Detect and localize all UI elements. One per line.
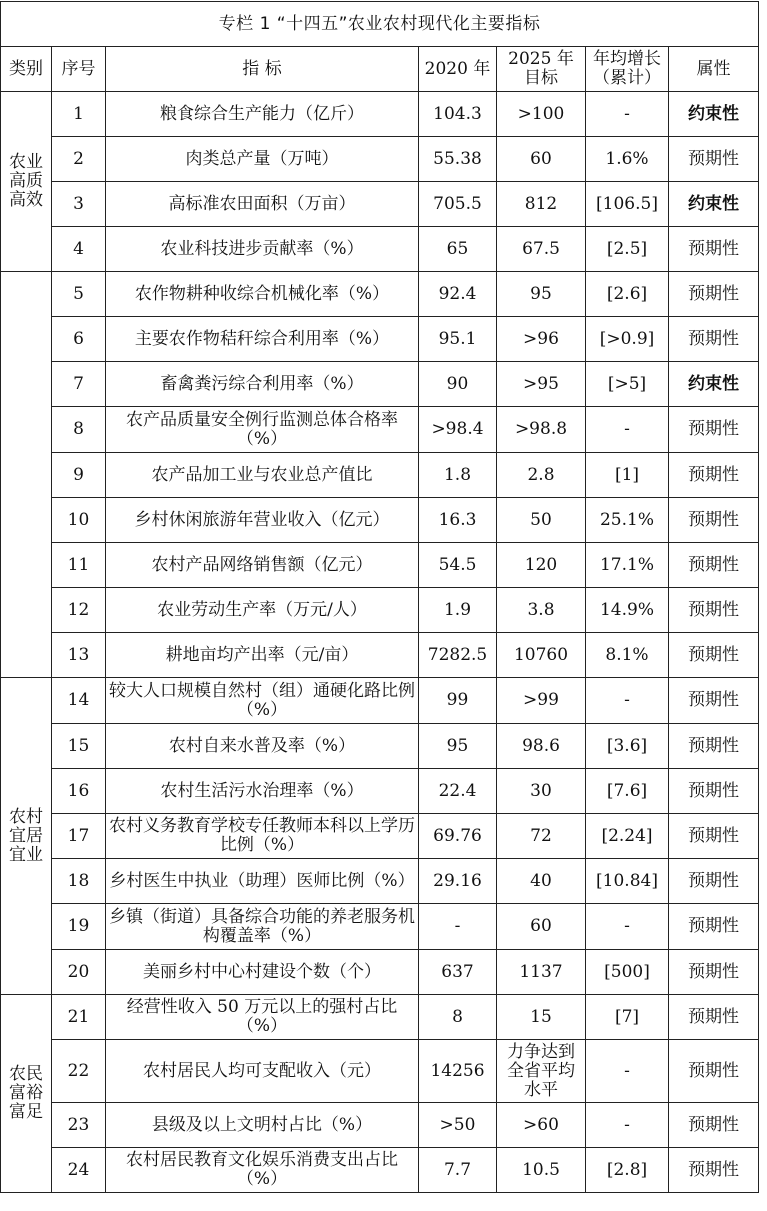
- value-2025-cell: 72: [497, 814, 586, 859]
- category-cell: 农村 宜居 宜业: [1, 678, 52, 995]
- table-row: [1, 92, 759, 137]
- table-row: [1, 995, 759, 1040]
- seq-cell: 23: [52, 1103, 106, 1148]
- growth-cell: 14.9%: [586, 588, 669, 633]
- header-2025-target: 2025 年 目标: [497, 47, 586, 92]
- seq-cell: 12: [52, 588, 106, 633]
- indicator-cell: 农村居民教育文化娱乐消费支出占比（%）: [106, 1148, 419, 1193]
- indicator-cell: 农村产品网络销售额（亿元）: [106, 543, 419, 588]
- value-2025-cell: >98.8: [497, 407, 586, 453]
- value-2020-cell: 90: [419, 362, 497, 407]
- value-2025-cell: 10760: [497, 633, 586, 678]
- growth-cell: [2.8]: [586, 1148, 669, 1193]
- category-cell: 农业 高质 高效: [1, 92, 52, 272]
- seq-cell: 10: [52, 498, 106, 543]
- indicator-cell: 耕地亩均产出率（元/亩）: [106, 633, 419, 678]
- header-growth: 年均增长 （累计）: [586, 47, 669, 92]
- value-2025-cell: 15: [497, 995, 586, 1040]
- attribute-cell: 约束性: [669, 362, 759, 407]
- header-indicator: 指 标: [106, 47, 419, 92]
- value-2025-cell: 10.5: [497, 1148, 586, 1193]
- growth-cell: -: [586, 904, 669, 950]
- attribute-cell: 预期性: [669, 407, 759, 453]
- indicator-table: [0, 1, 759, 1193]
- growth-cell: [1]: [586, 453, 669, 498]
- indicator-cell: 肉类总产量（万吨）: [106, 137, 419, 182]
- attribute-cell: 预期性: [669, 588, 759, 633]
- table-row: [1, 137, 759, 182]
- table-row: [1, 814, 759, 859]
- attribute-cell: 预期性: [669, 678, 759, 724]
- attribute-cell: 预期性: [669, 1103, 759, 1148]
- table-row: [1, 633, 759, 678]
- growth-cell: [106.5]: [586, 182, 669, 227]
- attribute-cell: 预期性: [669, 633, 759, 678]
- value-2020-cell: 14256: [419, 1040, 497, 1103]
- value-2020-cell: 29.16: [419, 859, 497, 904]
- indicator-cell: 农产品质量安全例行监测总体合格率（%）: [106, 407, 419, 453]
- growth-cell: [2.5]: [586, 227, 669, 272]
- seq-cell: 18: [52, 859, 106, 904]
- attribute-cell: 预期性: [669, 453, 759, 498]
- attribute-cell: 约束性: [669, 92, 759, 137]
- attribute-cell: 预期性: [669, 272, 759, 317]
- header-seq: 序号: [52, 47, 106, 92]
- header-row: [1, 47, 759, 92]
- table-row: [1, 1148, 759, 1193]
- table-title: 专栏 1 “十四五”农业农村现代化主要指标: [1, 2, 759, 47]
- seq-cell: 24: [52, 1148, 106, 1193]
- growth-cell: [>0.9]: [586, 317, 669, 362]
- table-row: [1, 904, 759, 950]
- table-row: [1, 678, 759, 724]
- value-2020-cell: 104.3: [419, 92, 497, 137]
- growth-cell: [7.6]: [586, 769, 669, 814]
- indicator-cell: 农业科技进步贡献率（%）: [106, 227, 419, 272]
- title-row: [1, 2, 759, 47]
- value-2020-cell: 7.7: [419, 1148, 497, 1193]
- indicator-cell: 县级及以上文明村占比（%）: [106, 1103, 419, 1148]
- value-2020-cell: 99: [419, 678, 497, 724]
- seq-cell: 16: [52, 769, 106, 814]
- indicator-cell: 高标准农田面积（万亩）: [106, 182, 419, 227]
- value-2020-cell: 8: [419, 995, 497, 1040]
- indicator-cell: 畜禽粪污综合利用率（%）: [106, 362, 419, 407]
- table-row: [1, 182, 759, 227]
- indicator-cell: 农村自来水普及率（%）: [106, 724, 419, 769]
- attribute-cell: 预期性: [669, 227, 759, 272]
- indicator-cell: 粮食综合生产能力（亿斤）: [106, 92, 419, 137]
- value-2025-cell: 50: [497, 498, 586, 543]
- value-2020-cell: -: [419, 904, 497, 950]
- seq-cell: 8: [52, 407, 106, 453]
- attribute-cell: 预期性: [669, 543, 759, 588]
- seq-cell: 21: [52, 995, 106, 1040]
- table-row: [1, 498, 759, 543]
- value-2025-cell: 95: [497, 272, 586, 317]
- seq-cell: 6: [52, 317, 106, 362]
- value-2025-cell: 3.8: [497, 588, 586, 633]
- indicator-cell: 农村居民人均可支配收入（元）: [106, 1040, 419, 1103]
- attribute-cell: 预期性: [669, 137, 759, 182]
- seq-cell: 1: [52, 92, 106, 137]
- value-2020-cell: 22.4: [419, 769, 497, 814]
- growth-cell: [10.84]: [586, 859, 669, 904]
- seq-cell: 14: [52, 678, 106, 724]
- value-2020-cell: 69.76: [419, 814, 497, 859]
- growth-cell: -: [586, 1103, 669, 1148]
- growth-cell: [2.24]: [586, 814, 669, 859]
- seq-cell: 3: [52, 182, 106, 227]
- value-2020-cell: >98.4: [419, 407, 497, 453]
- value-2025-cell: >95: [497, 362, 586, 407]
- attribute-cell: 预期性: [669, 1148, 759, 1193]
- value-2025-cell: >60: [497, 1103, 586, 1148]
- value-2025-cell: 2.8: [497, 453, 586, 498]
- table-row: [1, 543, 759, 588]
- value-2020-cell: 16.3: [419, 498, 497, 543]
- growth-cell: [7]: [586, 995, 669, 1040]
- header-attribute: 属性: [669, 47, 759, 92]
- attribute-cell: 约束性: [669, 182, 759, 227]
- value-2025-cell: 力争达到全省平均水平: [497, 1040, 586, 1103]
- value-2025-cell: 67.5: [497, 227, 586, 272]
- seq-cell: 15: [52, 724, 106, 769]
- growth-cell: [2.6]: [586, 272, 669, 317]
- growth-cell: -: [586, 407, 669, 453]
- table-row: [1, 317, 759, 362]
- category-cell: [1, 272, 52, 678]
- seq-cell: 19: [52, 904, 106, 950]
- header-category: 类别: [1, 47, 52, 92]
- growth-cell: [500]: [586, 950, 669, 995]
- value-2025-cell: >96: [497, 317, 586, 362]
- indicator-cell: 美丽乡村中心村建设个数（个）: [106, 950, 419, 995]
- table-row: [1, 1040, 759, 1103]
- category-cell: 农民 富裕 富足: [1, 995, 52, 1193]
- indicator-cell: 农作物耕种收综合机械化率（%）: [106, 272, 419, 317]
- seq-cell: 4: [52, 227, 106, 272]
- attribute-cell: 预期性: [669, 317, 759, 362]
- value-2020-cell: 92.4: [419, 272, 497, 317]
- growth-cell: -: [586, 92, 669, 137]
- seq-cell: 22: [52, 1040, 106, 1103]
- growth-cell: 8.1%: [586, 633, 669, 678]
- seq-cell: 9: [52, 453, 106, 498]
- seq-cell: 11: [52, 543, 106, 588]
- growth-cell: -: [586, 678, 669, 724]
- growth-cell: 25.1%: [586, 498, 669, 543]
- seq-cell: 2: [52, 137, 106, 182]
- value-2025-cell: >99: [497, 678, 586, 724]
- table-row: [1, 453, 759, 498]
- indicator-cell: 乡村休闲旅游年营业收入（亿元）: [106, 498, 419, 543]
- seq-cell: 13: [52, 633, 106, 678]
- value-2020-cell: 7282.5: [419, 633, 497, 678]
- table-row: [1, 950, 759, 995]
- value-2020-cell: 54.5: [419, 543, 497, 588]
- indicator-cell: 主要农作物秸秆综合利用率（%）: [106, 317, 419, 362]
- indicator-cell: 乡镇（街道）具备综合功能的养老服务机构覆盖率（%）: [106, 904, 419, 950]
- attribute-cell: 预期性: [669, 498, 759, 543]
- attribute-cell: 预期性: [669, 724, 759, 769]
- header-2020: 2020 年: [419, 47, 497, 92]
- growth-cell: 17.1%: [586, 543, 669, 588]
- growth-cell: [>5]: [586, 362, 669, 407]
- indicator-cell: 农产品加工业与农业总产值比: [106, 453, 419, 498]
- attribute-cell: 预期性: [669, 995, 759, 1040]
- growth-cell: [3.6]: [586, 724, 669, 769]
- table-row: [1, 859, 759, 904]
- value-2020-cell: 1.9: [419, 588, 497, 633]
- value-2025-cell: 30: [497, 769, 586, 814]
- value-2020-cell: >50: [419, 1103, 497, 1148]
- table-row: [1, 362, 759, 407]
- table-row: [1, 724, 759, 769]
- table-row: [1, 272, 759, 317]
- value-2020-cell: 55.38: [419, 137, 497, 182]
- table-row: [1, 588, 759, 633]
- attribute-cell: 预期性: [669, 950, 759, 995]
- value-2020-cell: 705.5: [419, 182, 497, 227]
- indicator-cell: 农村生活污水治理率（%）: [106, 769, 419, 814]
- indicator-cell: 乡村医生中执业（助理）医师比例（%）: [106, 859, 419, 904]
- value-2025-cell: 60: [497, 904, 586, 950]
- value-2025-cell: >100: [497, 92, 586, 137]
- seq-cell: 7: [52, 362, 106, 407]
- table-row: [1, 769, 759, 814]
- value-2025-cell: 120: [497, 543, 586, 588]
- indicator-cell: 农业劳动生产率（万元/人）: [106, 588, 419, 633]
- seq-cell: 20: [52, 950, 106, 995]
- attribute-cell: 预期性: [669, 814, 759, 859]
- value-2025-cell: 1137: [497, 950, 586, 995]
- value-2020-cell: 95: [419, 724, 497, 769]
- value-2020-cell: 1.8: [419, 453, 497, 498]
- attribute-cell: 预期性: [669, 1040, 759, 1103]
- attribute-cell: 预期性: [669, 904, 759, 950]
- attribute-cell: 预期性: [669, 859, 759, 904]
- value-2020-cell: 65: [419, 227, 497, 272]
- value-2025-cell: 98.6: [497, 724, 586, 769]
- growth-cell: -: [586, 1040, 669, 1103]
- table-row: [1, 1103, 759, 1148]
- indicator-cell: 较大人口规模自然村（组）通硬化路比例（%）: [106, 678, 419, 724]
- value-2025-cell: 60: [497, 137, 586, 182]
- seq-cell: 17: [52, 814, 106, 859]
- attribute-cell: 预期性: [669, 769, 759, 814]
- growth-cell: 1.6%: [586, 137, 669, 182]
- indicator-cell: 农村义务教育学校专任教师本科以上学历比例（%）: [106, 814, 419, 859]
- table-row: [1, 407, 759, 453]
- value-2025-cell: 812: [497, 182, 586, 227]
- value-2020-cell: 95.1: [419, 317, 497, 362]
- value-2025-cell: 40: [497, 859, 586, 904]
- table-row: [1, 227, 759, 272]
- indicator-cell: 经营性收入 50 万元以上的强村占比（%）: [106, 995, 419, 1040]
- value-2020-cell: 637: [419, 950, 497, 995]
- seq-cell: 5: [52, 272, 106, 317]
